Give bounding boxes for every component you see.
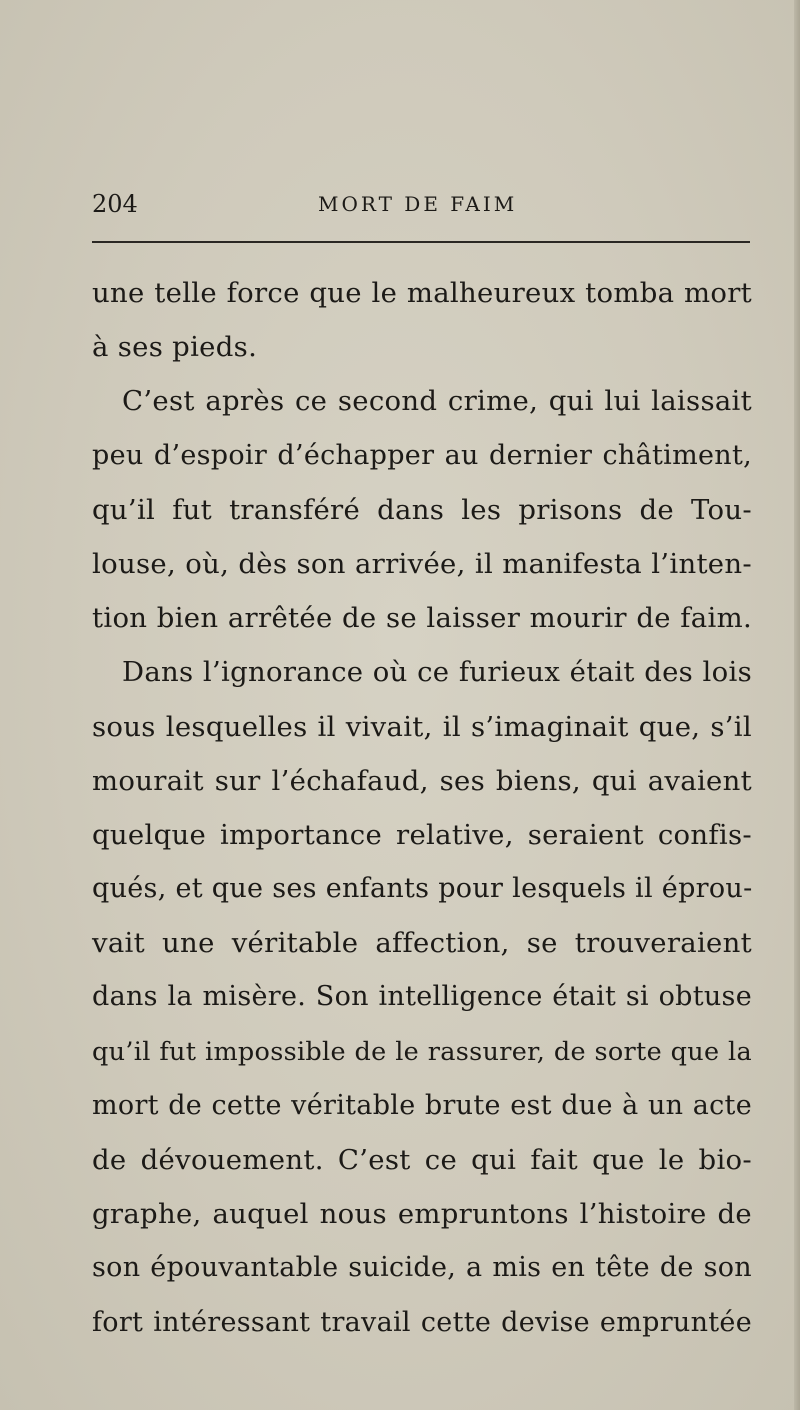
page-edge	[794, 0, 800, 1410]
text-line: qu’il fut impossible de le rassurer, de sorte que la	[92, 1036, 752, 1067]
text-line: peu d’espoir d’échapper au dernier châtiment,	[92, 439, 752, 471]
running-title: MORT DE FAIM	[318, 192, 518, 216]
text-line: de dévouement. C’est ce qui fait que le bio-	[92, 1144, 752, 1176]
text-line: fort intéressant travail cette devise empruntée	[92, 1306, 752, 1338]
text-line: Dans l’ignorance où ce furieux était des lois	[122, 656, 752, 689]
text-line: qués, et que ses enfants pour lesquels il éprou-	[92, 873, 753, 905]
body-text	[92, 266, 752, 1350]
text-line: qu’il fut transféré dans les prisons de Tou-	[92, 493, 752, 526]
text-line: C’est après ce second crime, qui lui laissait	[122, 385, 752, 418]
text-line: mort de cette véritable brute est due à un acte	[92, 1089, 752, 1121]
text-line: mourait sur l’échafaud, ses biens, qui avaient	[92, 764, 752, 797]
text-line: tion bien arrêtée de se laisser mourir de faim.	[92, 602, 752, 635]
text-line: louse, où, dès son arrivée, il manifesta l’inten-	[92, 547, 752, 580]
text-line: graphe, auquel nous empruntons l’histoire de	[92, 1198, 752, 1231]
running-head	[92, 190, 752, 220]
text-line: à ses pieds.	[92, 331, 258, 364]
page-number: 204	[92, 190, 138, 218]
text-line: une telle force que le malheureux tomba mort	[92, 277, 752, 309]
header-rule	[92, 241, 750, 243]
text-line: son épouvantable suicide, a mis en tête de son	[92, 1252, 752, 1284]
text-line: sous lesquelles il vivait, il s’imaginait que, s’il	[92, 710, 752, 743]
text-line: quelque importance relative, seraient confis-	[92, 818, 752, 851]
text-line: vait une véritable affection, se trouveraient	[92, 927, 752, 960]
text-line: dans la misère. Son intelligence était si obtuse	[92, 981, 752, 1013]
